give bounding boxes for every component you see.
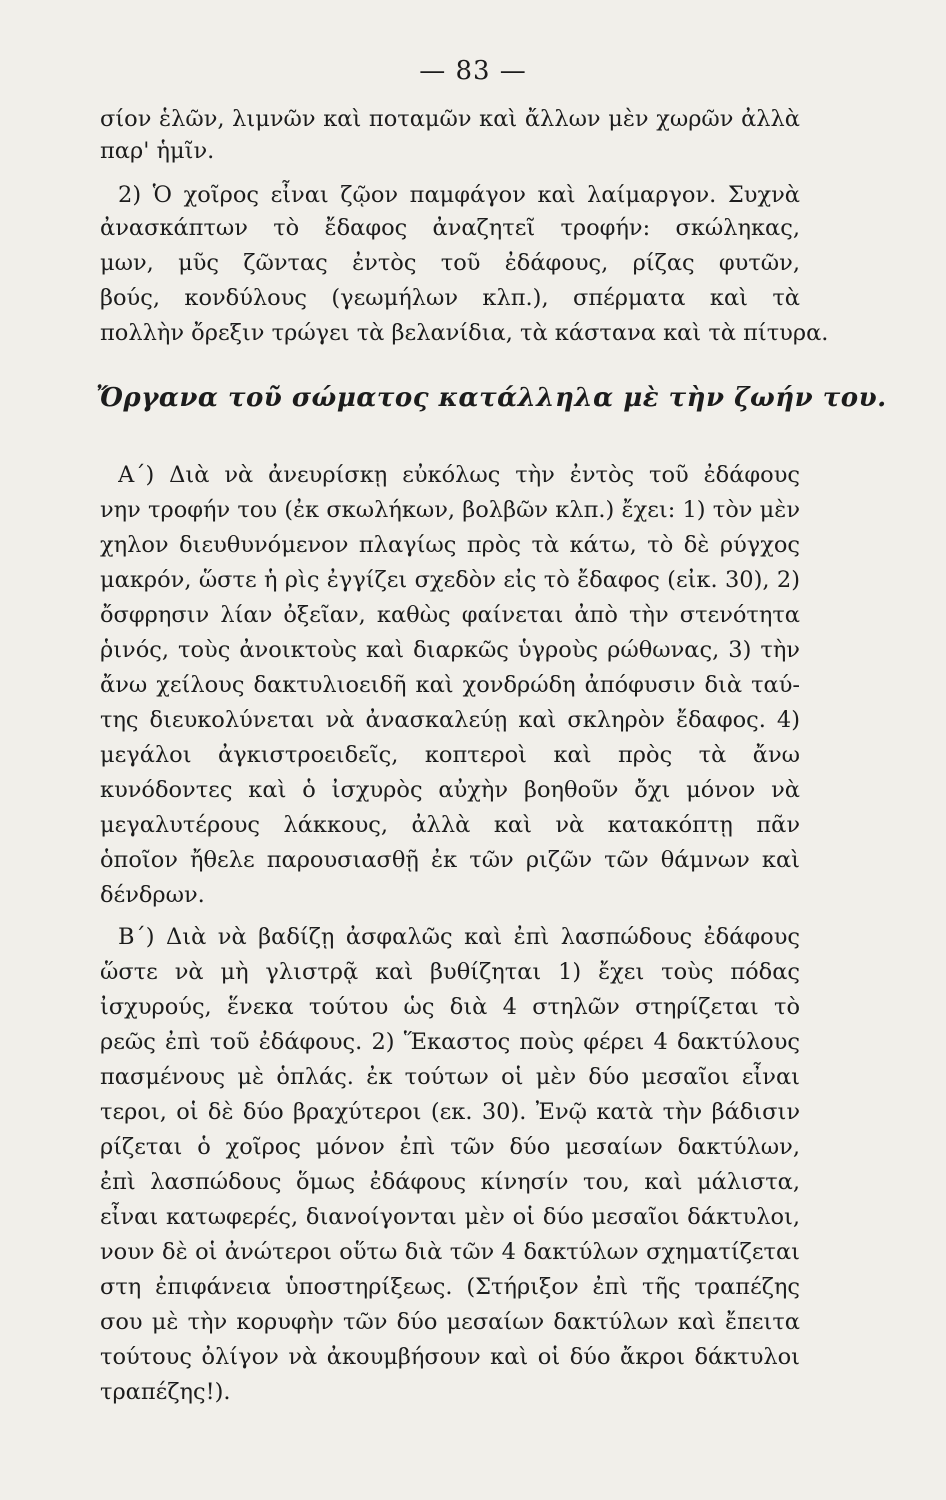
page-number: — 83 —	[419, 56, 527, 86]
text-line: μακρόν, ὥστε ἡ ρὶς ἐγγίζει σχεδὸν εἰς τὸ ἔδαφος (εἰκ. 30), 2)	[100, 567, 800, 593]
section-heading: Ὄργανα τοῦ σώματος κατάλληλα μὲ τὴν ζωήν του.	[96, 383, 887, 413]
text-line: τούτους ὀλίγον νὰ ἀκουμβήσουν καὶ οἱ δύο ἄκροι δάκτυλοι	[100, 1344, 800, 1370]
text-line: νην τροφήν του (ἐκ σκωλήκων, βολβῶν κλπ.) ἔχει: 1) τὸν μὲν	[100, 497, 800, 523]
text-line: χηλον διευθυνόμενον πλαγίως πρὸς τὰ κάτω, τὸ δὲ ρύγχος	[100, 532, 800, 558]
text-line: πασμένους μὲ ὁπλάς. ἐκ τούτων οἱ μὲν δύο μεσαῖοι εἶναι	[100, 1064, 800, 1090]
text-line: μεγάλοι ἀγκιστροειδεῖς, κοπτεροὶ καὶ πρὸς τὰ ἄνω	[100, 742, 800, 768]
text-line: παρ' ἡμῖν.	[100, 138, 215, 164]
text-line: ρίζεται ὁ χοῖρος μόνον ἐπὶ τῶν δύο μεσαίων δακτύλων,	[100, 1134, 800, 1160]
text-line: ἀνασκάπτων τὸ ἔδαφος ἀναζητεῖ τροφήν: σκώληκας,	[100, 215, 800, 241]
text-line: στη ἐπιφάνεια ὑποστηρίξεως. (Στήριξον ἐπὶ τῆς τραπέζης	[100, 1274, 800, 1300]
text-line: σίον ἑλῶν, λιμνῶν καὶ ποταμῶν καὶ ἄλλων μὲν χωρῶν ἀλλὰ	[100, 106, 800, 132]
text-line: ὄσφρησιν λίαν ὀξεῖαν, καθὼς φαίνεται ἀπὸ τὴν στενότητα	[100, 602, 800, 628]
text-line: Β΄) Διὰ νὰ βαδίζῃ ἀσφαλῶς καὶ ἐπὶ λασπώδους ἐδάφους	[118, 924, 800, 950]
text-line: ρεῶς ἐπὶ τοῦ ἐδάφους. 2) Ἕκαστος ποὺς φέρει 4 δακτύλους	[100, 1029, 800, 1055]
text-line: της διευκολύνεται νὰ ἀνασκαλεύῃ καὶ σκληρὸν ἔδαφος. 4)	[100, 707, 800, 733]
text-line: ἄνω χείλους δακτυλιοειδῆ καὶ χονδρώδη ἀπόφυσιν διὰ ταύ-	[100, 672, 800, 698]
text-line: κυνόδοντες καὶ ὁ ἰσχυρὸς αὐχὴν βοηθοῦν ὄχι μόνον νὰ	[100, 777, 800, 803]
text-line: δένδρων.	[100, 882, 205, 908]
text-line: βούς, κονδύλους (γεωμήλων κλπ.), σπέρματα καὶ τὰ	[100, 285, 800, 311]
text-line: νουν δὲ οἱ ἀνώτεροι οὕτω διὰ τῶν 4 δακτύλων σχηματίζεται	[100, 1239, 800, 1265]
text-line: Α΄) Διὰ νὰ ἀνευρίσκῃ εὐκόλως τὴν ἐντὸς τοῦ ἐδάφους	[118, 462, 800, 488]
text-line: 2) Ὁ χοῖρος εἶναι ζῷον παμφάγον καὶ λαίμαργον. Συχνὰ	[118, 182, 800, 208]
text-line: ἐπὶ λασπώδους ὅμως ἐδάφους κίνησίν του, καὶ μάλιστα,	[100, 1169, 800, 1195]
text-line: σου μὲ τὴν κορυφὴν τῶν δύο μεσαίων δακτύλων καὶ ἔπειτα	[100, 1309, 800, 1335]
text-line: πολλὴν ὄρεξιν τρώγει τὰ βελανίδια, τὰ κάστανα καὶ τὰ πίτυρα.	[100, 320, 829, 346]
text-line: τεροι, οἱ δὲ δύο βραχύτεροι (εκ. 30). Ἐνῷ κατὰ τὴν βάδισιν	[100, 1099, 800, 1125]
text-line: ῥινός, τοὺς ἀνοικτοὺς καὶ διαρκῶς ὑγροὺς ρώθωνας, 3) τὴν	[100, 637, 800, 663]
text-line: τραπέζης!).	[100, 1379, 231, 1405]
text-line: μεγαλυτέρους λάκκους, ἀλλὰ καὶ νὰ κατακόπτῃ πᾶν	[100, 812, 800, 838]
text-line: μων, μῦς ζῶντας ἐντὸς τοῦ ἐδάφους, ρίζας φυτῶν,	[100, 250, 800, 276]
text-line: ὁποῖον ἤθελε παρουσιασθῇ ἐκ τῶν ριζῶν τῶν θάμνων καὶ	[100, 847, 800, 873]
text-line: ὥστε νὰ μὴ γλιστρᾷ καὶ βυθίζηται 1) ἔχει τοὺς πόδας	[100, 959, 800, 985]
text-line: ἰσχυρούς, ἕνεκα τούτου ὡς διὰ 4 στηλῶν στηρίζεται τὸ	[100, 994, 800, 1020]
text-line: εἶναι κατωφερές, διανοίγονται μὲν οἱ δύο μεσαῖοι δάκτυλοι,	[100, 1204, 800, 1230]
